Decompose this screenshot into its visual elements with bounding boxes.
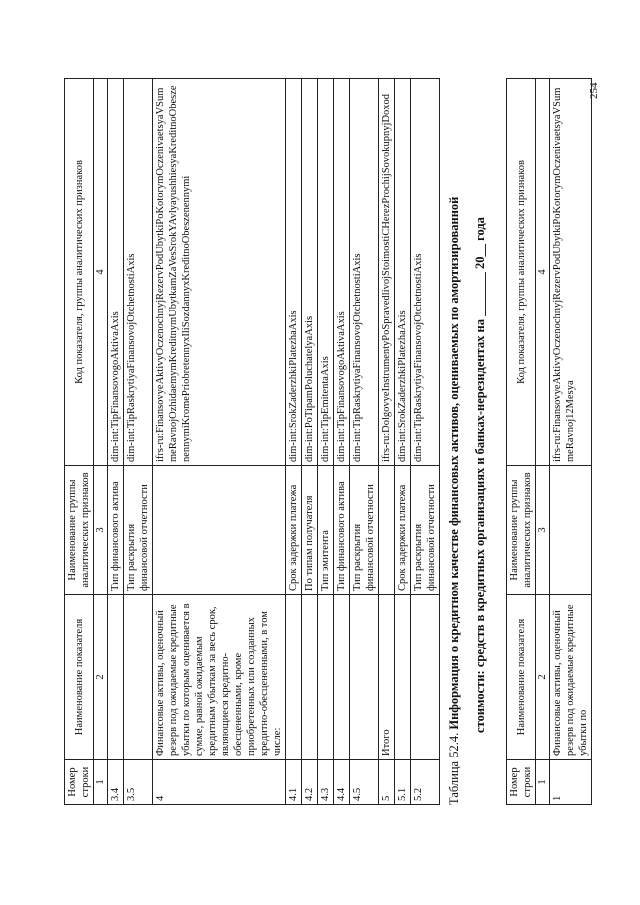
table-row [334, 79, 350, 805]
row-number: 5.1 [395, 760, 411, 805]
row-number: 1 [550, 760, 592, 805]
column-number: 1 [94, 760, 108, 805]
row-indicator-name [318, 595, 334, 760]
table-row [108, 79, 124, 805]
row-group-name [550, 466, 592, 595]
table-row [286, 79, 302, 805]
header-group-name: Наименование группы аналитических признаков [65, 466, 94, 595]
row-code: ifrs-ru:FinansovyeAktivyOczenochnyjRezervPodUbytkiPoKotorymOczenivaetsyaVSummeRavnoj12Mesya [550, 79, 592, 466]
row-number: 4.1 [286, 760, 302, 805]
table-row [318, 79, 334, 805]
row-indicator-name: Финансовые активы, оценочный резерв под ожидаемые кредитные убытки по которым оценивается в сумме, равной ожидаемым кредитным убыткам за весь срок, являющиеся кредитно-обесцененными, кроме приобретенных или созданных кредитно-обесцененными, в том числе: [153, 595, 286, 760]
column-number: 1 [536, 760, 550, 805]
row-code: dim-int:TipEmitentaAxis [318, 79, 334, 466]
table-caption-line-2 [473, 145, 488, 805]
row-indicator-name [411, 595, 440, 760]
row-group-name: Срок задержки платежа [395, 466, 411, 595]
column-number: 4 [94, 79, 108, 466]
row-code: dim-int:TipRaskrytiyaFinansovojOtchetnostiAxis [350, 79, 379, 466]
row-group-name: Тип раскрытия финансовой отчетности [411, 466, 440, 595]
column-number: 2 [536, 595, 550, 760]
indicator-table [64, 78, 440, 805]
row-number: 5 [379, 760, 395, 805]
row-indicator-name [124, 595, 153, 760]
row-number: 3.5 [124, 760, 153, 805]
row-code: dim-int:TipFinansovogoAktivaAxis [108, 79, 124, 466]
column-number-row [94, 79, 108, 805]
page-number: 254 [588, 82, 600, 99]
row-indicator-name [108, 595, 124, 760]
row-group-name: Тип эмитента [318, 466, 334, 595]
row-group-name: Тип финансового актива [334, 466, 350, 595]
table-row [350, 79, 379, 805]
row-indicator-name [350, 595, 379, 760]
table-header-row [65, 79, 94, 805]
table-row [411, 79, 440, 805]
column-number: 2 [94, 595, 108, 760]
header-code: Код показателя, группы аналитических признаков [507, 79, 536, 466]
row-indicator-name: Итого [379, 595, 395, 760]
row-number: 4.5 [350, 760, 379, 805]
table-row [124, 79, 153, 805]
row-group-name: Тип раскрытия финансовой отчетности [350, 466, 379, 595]
row-number: 3.4 [108, 760, 124, 805]
row-code: dim-int:SrokZaderzhkiPlatezhaAxis [286, 79, 302, 466]
row-code: dim-int:TipRaskrytiyaFinansovojOtchetnostiAxis [124, 79, 153, 466]
table-row [550, 79, 592, 805]
header-indicator-name: Наименование показателя [65, 595, 94, 760]
caption-title-continued: стоимости: средств в кредитных организациях и банках-нерезидентах на _______ 20__ года [473, 217, 487, 733]
row-number: 5.2 [411, 760, 440, 805]
row-indicator-name [286, 595, 302, 760]
row-group-name [379, 466, 395, 595]
column-number: 3 [94, 466, 108, 595]
row-code: ifrs-ru:DolgovyeInstrumentyPoSpravedlivojStoimostiCHerezProchijSovokupnyjDoxod [379, 79, 395, 466]
row-number: 4.3 [318, 760, 334, 805]
column-number: 3 [536, 466, 550, 595]
table-row [153, 79, 286, 805]
row-group-name [153, 466, 286, 595]
caption-prefix: Таблица 52.4. [447, 732, 461, 805]
header-code: Код показателя, группы аналитических признаков [65, 79, 94, 466]
row-code: ifrs-ru:FinansovyeAktivyOczenochnyjRezervPodUbytkiPoKotorymOczenivaetsyaVSummeRavnojOzhidaemymKreditnymUbytkamZaVesSrokYAvlyayushhiesyaKreditnoObeszenennymiKromePriobretennyxIliSozdannyxKreditnoObeszenennymi [153, 79, 286, 466]
column-number: 4 [536, 79, 550, 466]
header-group-name: Наименование группы аналитических признаков [507, 466, 536, 595]
row-group-name: По типам получателя [302, 466, 318, 595]
header-row-number: Номер строки [65, 760, 94, 805]
row-code: dim-int:PoTipamPoluchatelyaAxis [302, 79, 318, 466]
table-row [302, 79, 318, 805]
row-group-name: Тип финансового актива [108, 466, 124, 595]
row-group-name: Тип раскрытия финансовой отчетности [124, 466, 153, 595]
row-indicator-name [334, 595, 350, 760]
row-number: 4 [153, 760, 286, 805]
table-row [379, 79, 395, 805]
table-header-row [507, 79, 536, 805]
column-number-row [536, 79, 550, 805]
table-caption-line-1 [447, 125, 462, 805]
header-row-number: Номер строки [507, 760, 536, 805]
row-code: dim-int:TipRaskrytiyaFinansovojOtchetnostiAxis [411, 79, 440, 466]
row-code: dim-int:SrokZaderzhkiPlatezhaAxis [395, 79, 411, 466]
row-code: dim-int:TipFinansovogoAktivaAxis [334, 79, 350, 466]
row-number: 4.2 [302, 760, 318, 805]
header-indicator-name: Наименование показателя [507, 595, 536, 760]
caption-title: Информация о кредитном качестве финансовых активов, оцениваемых по амортизированной [447, 196, 461, 730]
row-group-name: Срок задержки платежа [286, 466, 302, 595]
table-row [395, 79, 411, 805]
row-indicator-name: Финансовые активы, оценочный резерв под ожидаемые кредитные убытки по [550, 595, 592, 760]
row-indicator-name [395, 595, 411, 760]
row-number: 4.4 [334, 760, 350, 805]
credit-quality-table [506, 78, 592, 805]
row-indicator-name [302, 595, 318, 760]
